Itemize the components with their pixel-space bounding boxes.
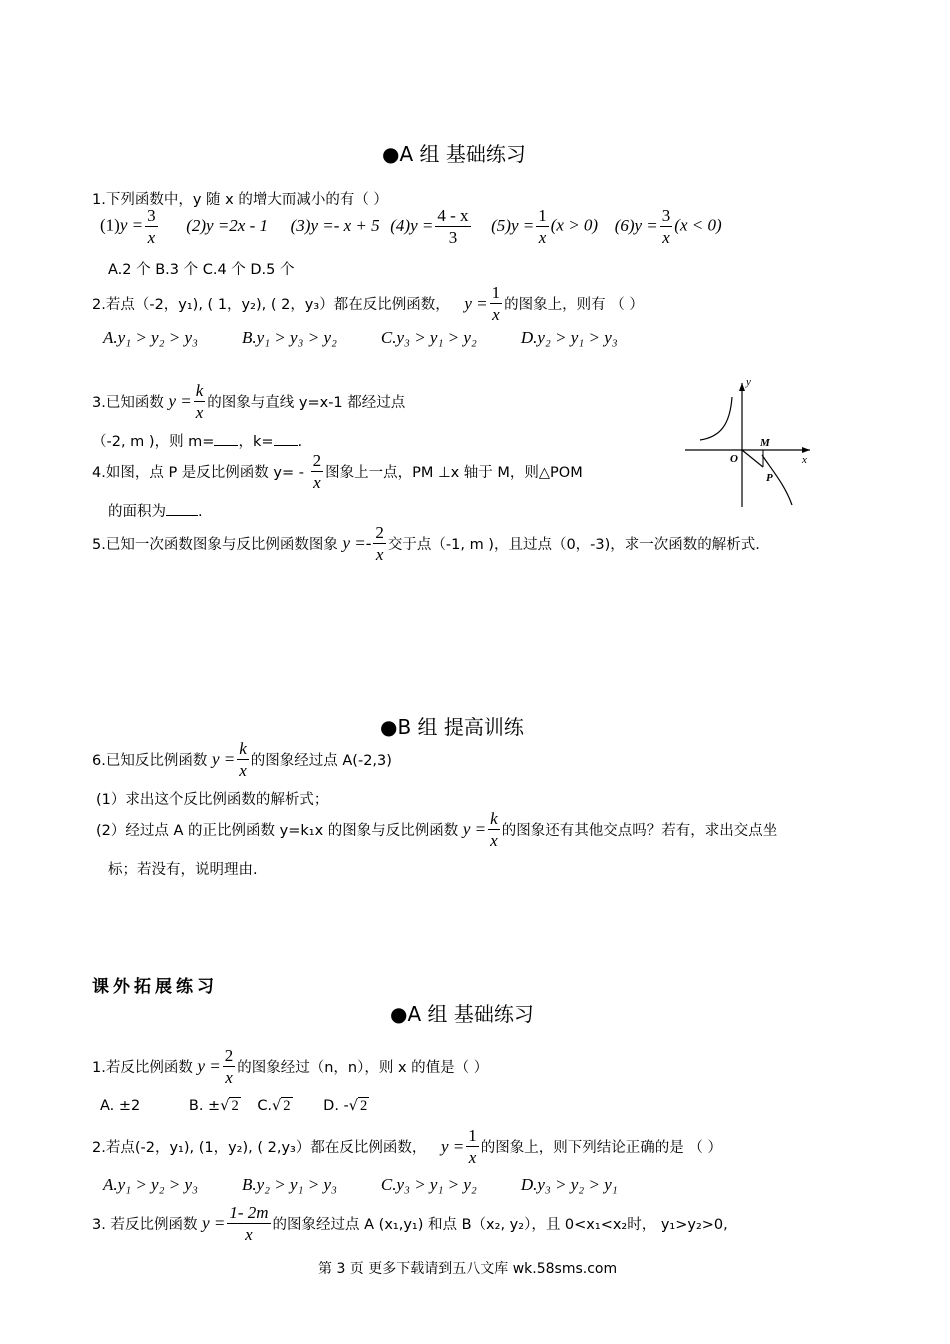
extension-question-2: 2.若点(-2，y₁), (1，y₂), ( 2,y₃）都在反比例函数， y = $\frac{1}{x}$ 的图象上，则下列结论正确的是 （ ） [92, 1126, 722, 1167]
page-footer: 第 3 页 更多下载请到五八文库 wk.58sms.com [318, 1261, 618, 1277]
graph-y-label: y [746, 376, 751, 388]
graph-origin-label: O [730, 453, 738, 465]
hyperbola-graph [680, 375, 820, 510]
question-6-part-1: (1）求出这个反比例函数的解析式； [96, 792, 329, 808]
question-6-part-2-line2: 标；若没有，说明理由. [108, 862, 258, 878]
question-1-text: 1.下列函数中，y 随 x 的增大而减小的有（ ） [92, 192, 388, 208]
extension-question-2-options: A.y₁ > y₂ > y₃ B.y₂ > y₁ > y₃ C.y₃ > y₁ > y₂ D.y₃ > y₂ > y₁ [103, 1175, 618, 1194]
question-1-options: A.2 个 B.3 个 C.4 个 D.5 个 [108, 262, 295, 278]
extension-question-1-options: A. ±2 B. ±√ 2 C.√ 2 D. -√ 2 [100, 1098, 368, 1114]
question-3: 3.已知函数 y = $\frac{k}{x}$ 的图象与直线 y=x-1 都经过点 [92, 381, 406, 422]
extension-title: 课外拓展练习 [92, 977, 218, 997]
graph-p-label: P [766, 472, 773, 484]
extension-question-3: 3. 若反比例函数 y = $\frac{1- 2m}{x}$ 的图象经过点 A (x₁,y₁) 和点 B（x₂, y₂），且 0<x₁<x₂时， y₁>y₂>0, [92, 1203, 728, 1244]
question-4: 4.如图，点 P 是反比例函数 y= - $\frac{2}{x}$ 图象上一点，PM ⊥x 轴于 M，则△POM [92, 451, 583, 492]
extension-question-1: 1.若反比例函数 y = $\frac{2}{x}$ 的图象经过（n，n），则 x 的值是（ ） [92, 1046, 489, 1087]
section-a-title: ●A 组 基础练习 [382, 142, 526, 166]
question-1-functions: (1)y = $\frac{3}{x}$ (2)y =2x - 1 (3)y =- x + 5 (4)y = $\frac{4 - x}{3}$ (5)y = $\frac{1}{x}$ (x > 0) (6)y = $\frac{3}{x}$ (x < 0) [100, 206, 722, 247]
question-2-options: A.y₁ > y₂ > y₃ B.y₁ > y₃ > y₂ C.y₃ > y₁ > y₂ D.y₂ > y₁ > y₃ [103, 328, 618, 347]
graph-x-label: x [802, 454, 807, 466]
extension-subtitle: ●A 组 基础练习 [390, 1002, 534, 1026]
question-3-line2: （-2, m )，则 m= ，k= . [92, 434, 303, 450]
question-5: 5.已知一次函数图象与反比例函数图象 y =- $\frac{2}{x}$ 交于点（-1, m )，且过点（0，-3)，求一次函数的解析式. [92, 523, 760, 564]
graph-m-label: M [760, 437, 770, 449]
question-4-line2: 的面积为 . [108, 504, 203, 520]
question-6-part-2: (2）经过点 A 的正比例函数 y=k₁x 的图象与反比例函数 y = $\frac{k}{x}$ 的图象还有其他交点吗？若有，求出交点坐 [96, 809, 778, 850]
section-b-title: ●B 组 提高训练 [380, 715, 524, 739]
question-2: 2.若点（-2，y₁), ( 1，y₂), ( 2，y₃）都在反比例函数， y = $\frac{1}{x}$ 的图象上，则有 （ ） [92, 283, 644, 324]
question-6: 6.已知反比例函数 y = $\frac{k}{x}$ 的图象经过点 A(-2,3) [92, 739, 392, 780]
